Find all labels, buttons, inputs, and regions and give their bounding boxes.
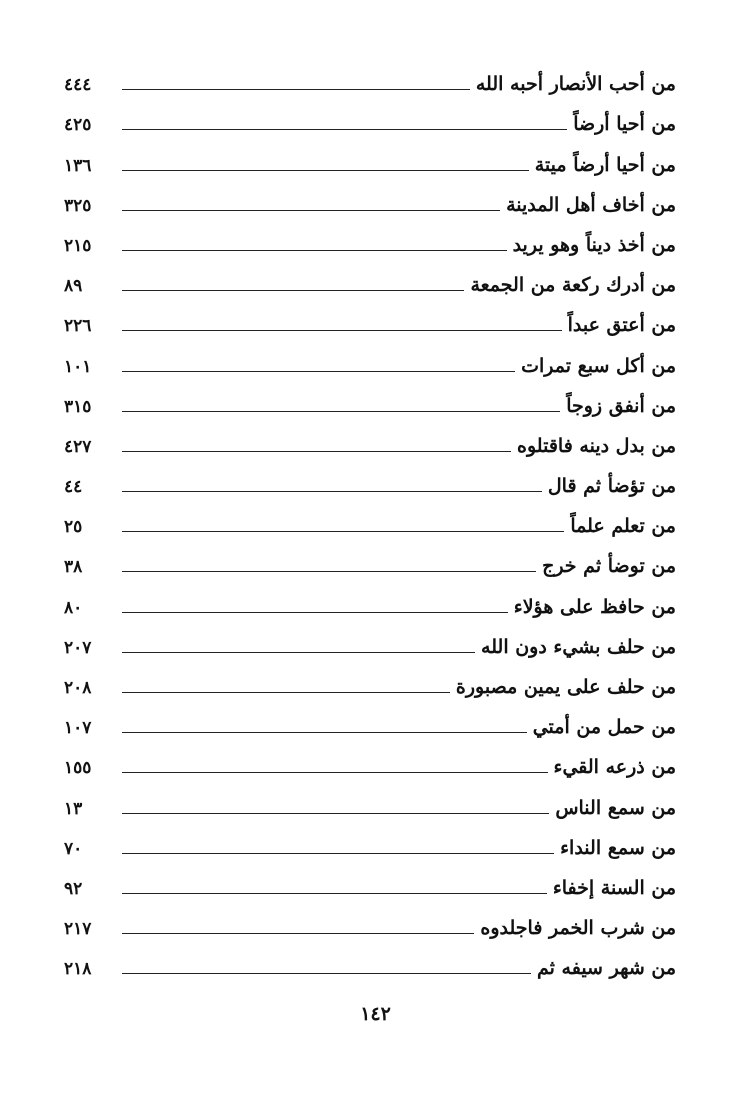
- entry-text: من أعتق عبداً: [567, 314, 676, 337]
- entry-text: من أحب الأنصار أحبه الله: [475, 73, 676, 96]
- entry-text: من أنفق زوجاً: [566, 394, 676, 417]
- entry-text: من ذرعه القيء: [553, 756, 676, 779]
- index-entry: [64, 542, 676, 582]
- entry-page-number: ٢٥: [64, 517, 83, 538]
- leader-line: [122, 893, 547, 894]
- entry-text: من تعلم علماً: [570, 515, 676, 538]
- entry-text: من أخاف أهل المدينة: [506, 193, 676, 216]
- entry-page-number: ١٥٥: [64, 758, 92, 779]
- leader-line: [122, 250, 507, 251]
- entry-text: من أحيا أرضاً ميتة: [534, 153, 676, 176]
- index-entry: [64, 261, 676, 301]
- leader-line: [122, 652, 475, 653]
- index-entry: [64, 703, 676, 743]
- index-entry: [64, 422, 676, 462]
- entry-text: من أحيا أرضاً: [573, 113, 676, 136]
- entry-page-number: ٢٠٧: [64, 637, 92, 658]
- entry-text: من حافظ على هؤلاء: [513, 595, 676, 618]
- entry-page-number: ٤٢٧: [64, 436, 92, 457]
- index-entry: [64, 341, 676, 381]
- entry-page-number: ٢٢٦: [64, 316, 92, 337]
- index-entry: [64, 864, 676, 904]
- entry-page-number: ٣١٥: [64, 396, 92, 417]
- index-entry: [64, 623, 676, 663]
- index-entry: [64, 502, 676, 542]
- index-entry: [64, 301, 676, 341]
- entry-text: من شرب الخمر فاجلدوه: [480, 917, 676, 940]
- index-entry: [64, 462, 676, 502]
- entry-page-number: ٨٩: [64, 276, 83, 297]
- index-entry: [64, 221, 676, 261]
- entry-page-number: ١٣٦: [64, 155, 92, 176]
- leader-line: [122, 451, 511, 452]
- leader-line: [122, 210, 500, 211]
- leader-line: [122, 290, 464, 291]
- index-entry: [64, 824, 676, 864]
- entry-page-number: ٧٠: [64, 838, 83, 859]
- entry-page-number: ٣٨: [64, 557, 83, 578]
- leader-line: [122, 330, 562, 331]
- entry-text: من حلف على يمين مصبورة: [455, 676, 676, 698]
- entry-page-number: ١٠٧: [64, 718, 92, 739]
- entry-text: من حلف بشيء دون الله: [481, 635, 676, 658]
- index-entry: [64, 944, 676, 984]
- index-entry: [64, 783, 676, 823]
- entry-page-number: ٢١٥: [64, 235, 92, 256]
- leader-line: [122, 853, 554, 854]
- entry-page-number: ٢١٨: [64, 959, 92, 980]
- leader-line: [122, 772, 548, 773]
- entry-page-number: ٢١٧: [64, 919, 92, 940]
- leader-line: [122, 813, 549, 814]
- entry-page-number: ٤٤٤: [64, 75, 92, 96]
- index-entry: [64, 140, 676, 180]
- entry-text: من حمل من أمتي: [532, 716, 676, 739]
- leader-line: [122, 692, 450, 693]
- index-entry: [64, 181, 676, 221]
- leader-line: [122, 973, 531, 974]
- entry-page-number: ٤٢٥: [64, 115, 92, 136]
- entry-text: من السنة إخفاء: [552, 876, 676, 899]
- leader-line: [122, 89, 470, 90]
- entry-text: من أخذ ديناً وهو يريد: [512, 233, 676, 256]
- entry-text: من سمع النداء: [560, 836, 676, 859]
- entry-text: من أكل سبع تمرات: [521, 354, 676, 377]
- leader-line: [122, 411, 560, 412]
- entry-text: من تؤضأ ثم قال: [547, 475, 676, 498]
- index-entry: [64, 60, 676, 100]
- entry-page-number: ٩٢: [64, 878, 83, 899]
- index-entry: [64, 382, 676, 422]
- leader-line: [122, 170, 529, 171]
- entry-page-number: ٢٠٨: [64, 678, 92, 698]
- leader-line: [122, 371, 515, 372]
- index-entry: [64, 743, 676, 783]
- index-list: [64, 60, 676, 984]
- entry-page-number: ٣٢٥: [64, 195, 92, 216]
- leader-line: [122, 612, 508, 613]
- leader-line: [122, 129, 567, 130]
- index-entry: [64, 100, 676, 140]
- page-number: ١٤٢: [360, 1003, 391, 1025]
- leader-line: [122, 732, 527, 733]
- index-entry: [64, 663, 676, 703]
- leader-line: [122, 491, 542, 492]
- entry-page-number: ٨٠: [64, 597, 83, 618]
- entry-text: من سمع الناس: [555, 796, 676, 819]
- entry-text: من بدل دينه فاقتلوه: [517, 434, 676, 457]
- leader-line: [122, 531, 564, 532]
- leader-line: [122, 933, 474, 934]
- entry-text: من أدرك ركعة من الجمعة: [470, 274, 676, 297]
- entry-text: من شهر سيفه ثم: [536, 957, 676, 980]
- entry-page-number: ١٣: [64, 798, 83, 819]
- entry-page-number: ٤٤: [64, 477, 83, 498]
- leader-line: [122, 571, 536, 572]
- entry-page-number: ١٠١: [64, 356, 92, 377]
- index-entry: [64, 904, 676, 944]
- entry-text: من توضأ ثم خرج: [542, 555, 676, 578]
- index-entry: [64, 582, 676, 622]
